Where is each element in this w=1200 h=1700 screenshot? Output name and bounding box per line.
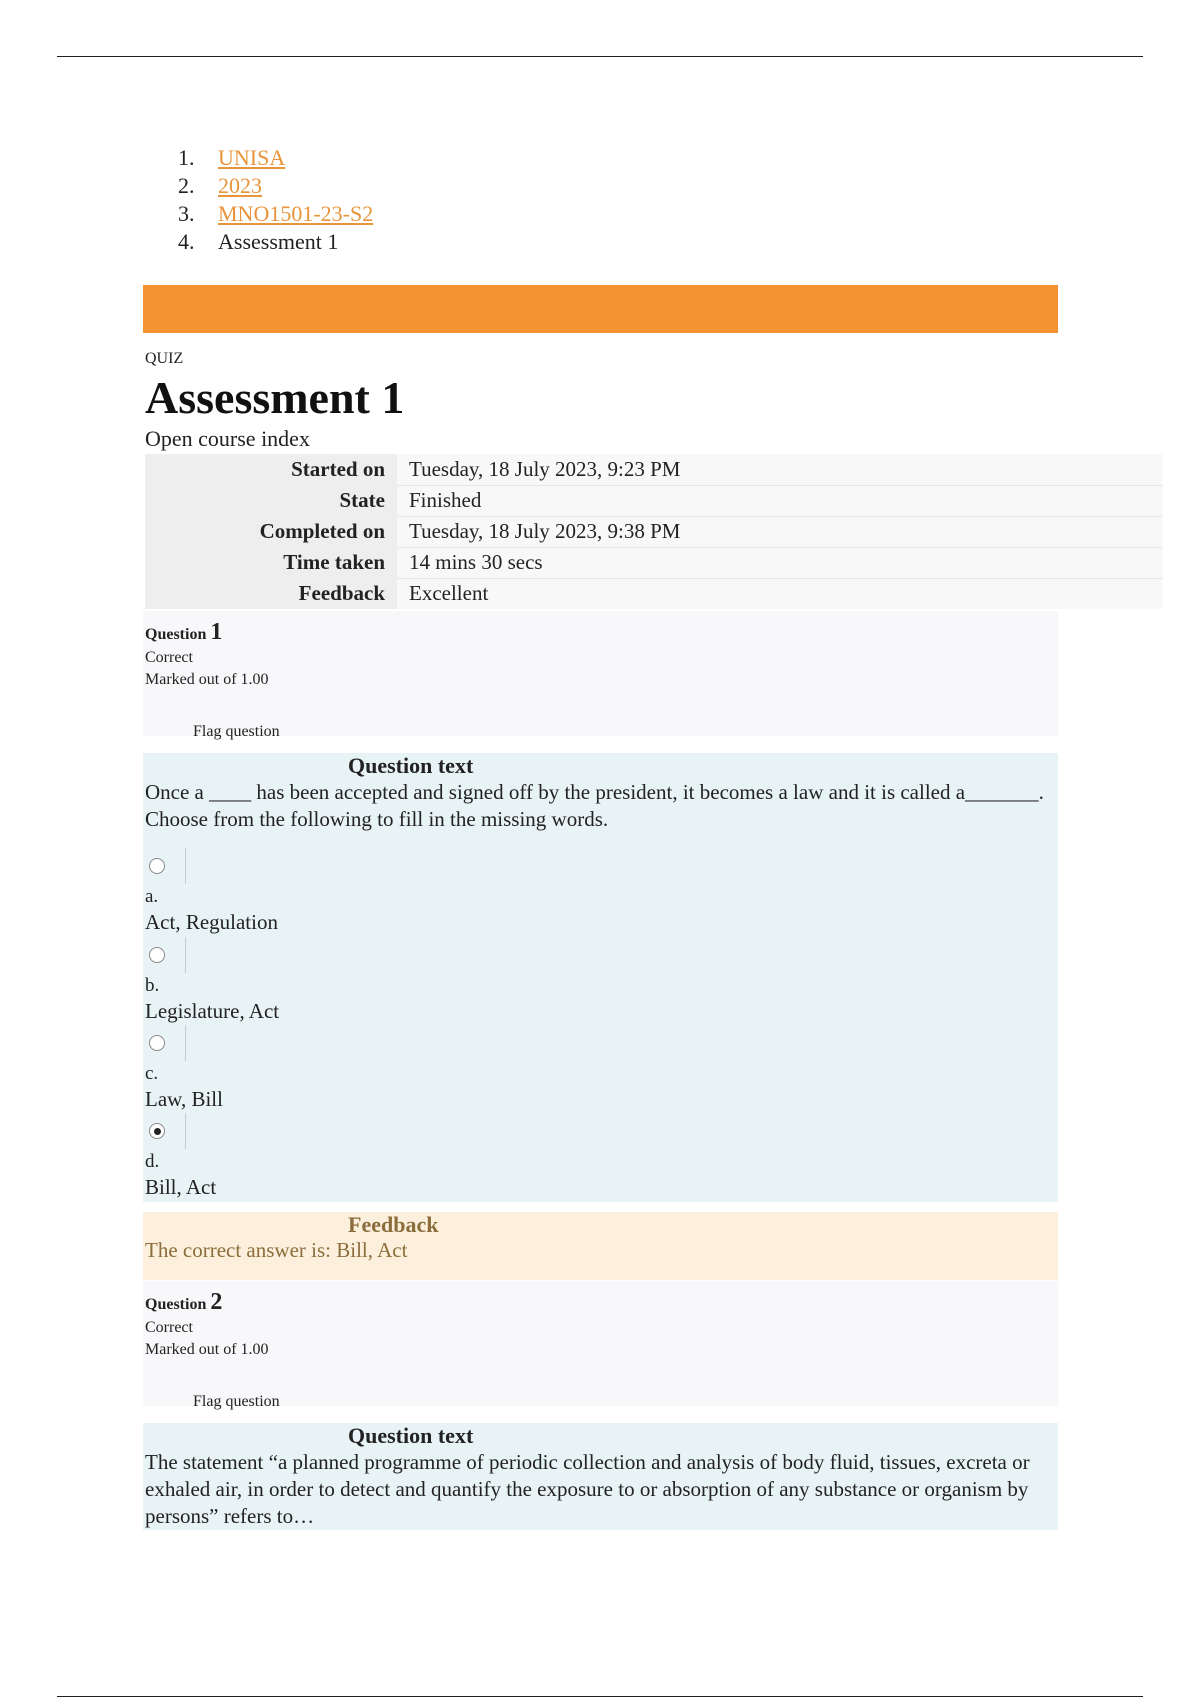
- summary-row: [145, 485, 1163, 516]
- question-state: Correct: [145, 649, 193, 666]
- question-1-content: [143, 753, 1058, 1202]
- summary-label: Feedback: [145, 578, 397, 609]
- question-number-value: 1: [210, 619, 223, 645]
- feedback-text: The correct answer is: Bill, Act: [145, 1238, 408, 1262]
- breadcrumb-item: [178, 144, 373, 172]
- question-state: Correct: [145, 1319, 193, 1336]
- summary-row: [145, 454, 1163, 485]
- question-number-value: 2: [210, 1289, 223, 1315]
- question-label: Question: [145, 626, 207, 643]
- option-c-text[interactable]: Law, Bill: [145, 1087, 223, 1111]
- summary-value: Tuesday, 18 July 2023, 9:23 PM: [397, 454, 1163, 485]
- breadcrumb: [178, 144, 373, 256]
- question-number: [145, 1289, 222, 1316]
- question-text-heading: Question text: [348, 1423, 474, 1448]
- option-d-letter: d.: [145, 1151, 160, 1172]
- question-text-heading: Question text: [348, 753, 474, 778]
- summary-label: Started on: [145, 454, 397, 485]
- radio-unchecked-icon: [149, 858, 165, 874]
- summary-value: Tuesday, 18 July 2023, 9:38 PM: [397, 516, 1163, 547]
- question-mark: Marked out of 1.00: [145, 1341, 269, 1358]
- open-course-index-link[interactable]: Open course index: [145, 426, 310, 451]
- summary-value: Excellent: [397, 578, 1163, 609]
- breadcrumb-link-unisa[interactable]: UNISA: [218, 145, 286, 170]
- question-number: [145, 619, 222, 646]
- breadcrumb-link-year[interactable]: 2023: [218, 173, 262, 198]
- activity-type-label: QUIZ: [145, 350, 184, 367]
- question-1-feedback: [143, 1212, 1058, 1280]
- breadcrumb-link-course[interactable]: MNO1501-23-S2: [218, 201, 374, 226]
- breadcrumb-item: [178, 200, 373, 228]
- header-banner: [143, 285, 1058, 333]
- breadcrumb-number: 4.: [178, 229, 195, 254]
- question-2-content: [143, 1423, 1058, 1530]
- flag-question-link[interactable]: Flag question: [193, 1393, 280, 1410]
- option-c-letter: c.: [145, 1063, 159, 1084]
- attempt-summary-table: [145, 454, 1163, 609]
- bottom-rule: [57, 1696, 1143, 1697]
- option-b-text[interactable]: Legislature, Act: [145, 999, 280, 1023]
- option-c-radio[interactable]: [145, 1025, 186, 1061]
- option-d-text[interactable]: Bill, Act: [145, 1175, 217, 1199]
- summary-row: [145, 516, 1163, 547]
- flag-question-link[interactable]: Flag question: [193, 723, 280, 740]
- breadcrumb-number: 1.: [178, 145, 195, 170]
- option-b-letter: b.: [145, 975, 160, 996]
- breadcrumb-item: [178, 172, 373, 200]
- breadcrumb-number: 3.: [178, 201, 195, 226]
- radio-checked-icon: [149, 1123, 165, 1139]
- feedback-heading: Feedback: [348, 1212, 439, 1237]
- top-rule: [57, 56, 1143, 57]
- radio-unchecked-icon: [149, 947, 165, 963]
- summary-row: [145, 578, 1163, 609]
- option-a-text[interactable]: Act, Regulation: [145, 910, 278, 934]
- option-a-letter: a.: [145, 886, 159, 907]
- breadcrumb-number: 2.: [178, 173, 195, 198]
- question-label: Question: [145, 1296, 207, 1313]
- summary-row: [145, 547, 1163, 578]
- question-text: The statement “a planned programme of periodic collection and analysis of body fluid, tissues, excreta or exhaled air, in order to detect and quantify the exposure to or absorption of any substance or organism by persons” refers to…: [145, 1450, 1030, 1528]
- question-mark: Marked out of 1.00: [145, 671, 269, 688]
- summary-label: State: [145, 485, 397, 516]
- question-text: Once a ____ has been accepted and signed off by the president, it becomes a law and it is called a_______. Choose from the following to fill in the missing words.: [145, 780, 1044, 831]
- option-a-radio[interactable]: [145, 848, 186, 884]
- page-title: Assessment 1: [145, 372, 405, 423]
- radio-unchecked-icon: [149, 1035, 165, 1051]
- question-1-info: [143, 611, 1058, 740]
- summary-label: Time taken: [145, 547, 397, 578]
- option-d-radio[interactable]: [145, 1113, 186, 1149]
- summary-label: Completed on: [145, 516, 397, 547]
- question-2-info: [143, 1281, 1058, 1410]
- breadcrumb-current: Assessment 1: [218, 229, 339, 254]
- summary-value: Finished: [397, 485, 1163, 516]
- option-b-radio[interactable]: [145, 937, 186, 973]
- summary-value: 14 mins 30 secs: [397, 547, 1163, 578]
- breadcrumb-item: [178, 228, 373, 256]
